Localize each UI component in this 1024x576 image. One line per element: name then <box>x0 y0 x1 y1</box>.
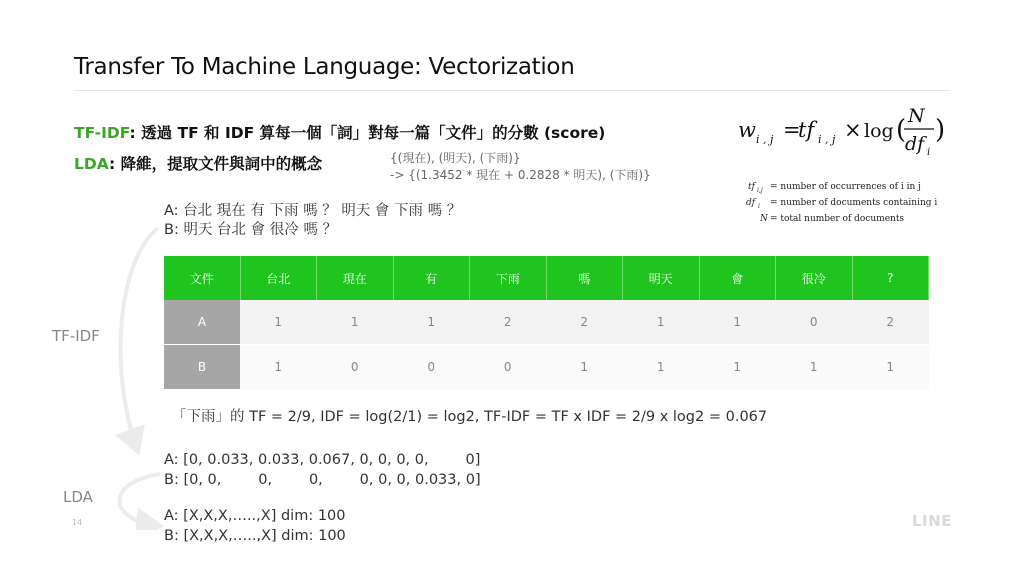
table-cell: 1 <box>546 345 623 390</box>
legend-df-symbol: df <box>746 198 756 208</box>
sentence-b: B: 明天 台北 會 很冷 嗎 ？ <box>164 222 337 238</box>
table-row <box>164 300 929 345</box>
sentence-a: A: 台北 現在 有 下雨 嗎 ？ 明天 會 下雨 嗎 ？ <box>164 203 462 219</box>
legend-n-symbol: N <box>760 214 768 224</box>
legend-tf-symbol: tf <box>748 182 755 192</box>
formula-den-sub: i <box>927 147 931 158</box>
formula-numerator: N <box>908 105 925 127</box>
table-cell: 2 <box>852 300 929 345</box>
tfidf-keyword: TF-IDF <box>74 124 130 142</box>
table-header-cell: 現在 <box>317 256 394 300</box>
tfidf-flow-arrow <box>121 228 158 452</box>
lda-description: : 降維，提取文件與詞中的概念 <box>109 155 323 173</box>
tfidf-calculation: 「下雨」的 TF = 2/9, IDF = log(2/1) = log2, TF-IDF = TF x IDF = 2/9 x log2 = 0.067 <box>172 409 768 425</box>
table-cell: 2 <box>470 300 547 345</box>
lda-flow-arrow <box>120 474 161 526</box>
lda-example-line1: {(現在), (明天), (下雨)} <box>390 151 521 165</box>
tfidf-description: : 透過 TF 和 IDF 算每一個「詞」對每一篇「文件」的分數 (score) <box>129 124 606 142</box>
table-cell: 2 <box>546 300 623 345</box>
formula-times: × <box>844 118 862 142</box>
table-header-cell: 有 <box>393 256 470 300</box>
table-cell: 0 <box>776 300 853 345</box>
table-header-cell: 會 <box>699 256 776 300</box>
page-number: 14 <box>72 518 83 527</box>
table-row <box>164 345 929 390</box>
formula-denominator: df <box>905 133 925 155</box>
table-cell: 1 <box>776 345 853 390</box>
formula-rparen: ) <box>935 115 946 145</box>
table-cell: 1 <box>623 300 700 345</box>
table-cell: 1 <box>240 345 317 390</box>
table-cell: 1 <box>317 300 394 345</box>
lda-example-line2: -> {(1.3452 * 現在 + 0.2828 * 明天), (下雨)} <box>390 168 651 182</box>
lda-vector-a: A: [X,X,X,…..,X] dim: 100 <box>164 508 346 524</box>
table-header-cell: 下雨 <box>470 256 547 300</box>
table-row-label: B <box>164 345 240 390</box>
line-logo: LINE <box>912 512 952 530</box>
table-cell: 0 <box>393 345 470 390</box>
table-cell: 0 <box>317 345 394 390</box>
lda-bullet <box>74 152 322 174</box>
formula-lparen: ( <box>896 115 907 145</box>
formula-log: log <box>864 120 894 142</box>
side-label-lda: LDA <box>63 488 93 506</box>
table-header-cell: 台北 <box>240 256 317 300</box>
flow-arrows <box>100 220 170 530</box>
table-cell: 1 <box>393 300 470 345</box>
lda-vector-b: B: [X,X,X,…..,X] dim: 100 <box>164 528 346 544</box>
table-header-cell: ? <box>852 256 929 300</box>
formula-tf: tf <box>798 118 815 142</box>
tfidf-formula <box>736 100 950 228</box>
example-sentences <box>164 202 461 240</box>
lda-example <box>390 150 651 184</box>
side-label-tfidf: TF-IDF <box>52 327 100 345</box>
lda-vectors <box>164 506 346 546</box>
table-header-cell: 文件 <box>164 256 240 300</box>
slide-title: Transfer To Machine Language: Vectorization <box>74 54 575 80</box>
table-cell: 0 <box>470 345 547 390</box>
legend-n-text: = total number of documents <box>770 214 905 224</box>
formula-tf-sub: i , j <box>818 133 836 146</box>
formula-lhs-sub: i , j <box>756 133 774 146</box>
tfidf-vector-b: B: [0, 0, 0, 0, 0, 0, 0, 0.033, 0] <box>164 472 481 488</box>
formula-eq: = <box>783 118 801 142</box>
formula-lhs: w <box>738 118 756 142</box>
table-cell: 1 <box>852 345 929 390</box>
table-header-cell: 嗎 <box>546 256 623 300</box>
table-cell: 1 <box>240 300 317 345</box>
table-header-row <box>164 256 929 300</box>
table-row-label: A <box>164 300 240 345</box>
legend-df-sub: i <box>758 203 760 210</box>
legend-df-text: = number of documents containing i <box>770 198 938 208</box>
tfidf-vectors <box>164 450 481 490</box>
legend-tf-text: = number of occurrences of i in j <box>770 182 921 192</box>
title-divider <box>74 90 950 91</box>
term-frequency-table <box>164 256 929 389</box>
table-header-cell: 很冷 <box>776 256 853 300</box>
tfidf-vector-a: A: [0, 0.033, 0.033, 0.067, 0, 0, 0, 0, 0] <box>164 452 481 468</box>
table-cell: 1 <box>623 345 700 390</box>
table-header-cell: 明天 <box>623 256 700 300</box>
lda-keyword: LDA <box>74 155 110 173</box>
table-cell: 1 <box>699 345 776 390</box>
legend-tf-sub: i,j <box>757 187 763 194</box>
tfidf-bullet <box>74 121 605 143</box>
table-cell: 1 <box>699 300 776 345</box>
